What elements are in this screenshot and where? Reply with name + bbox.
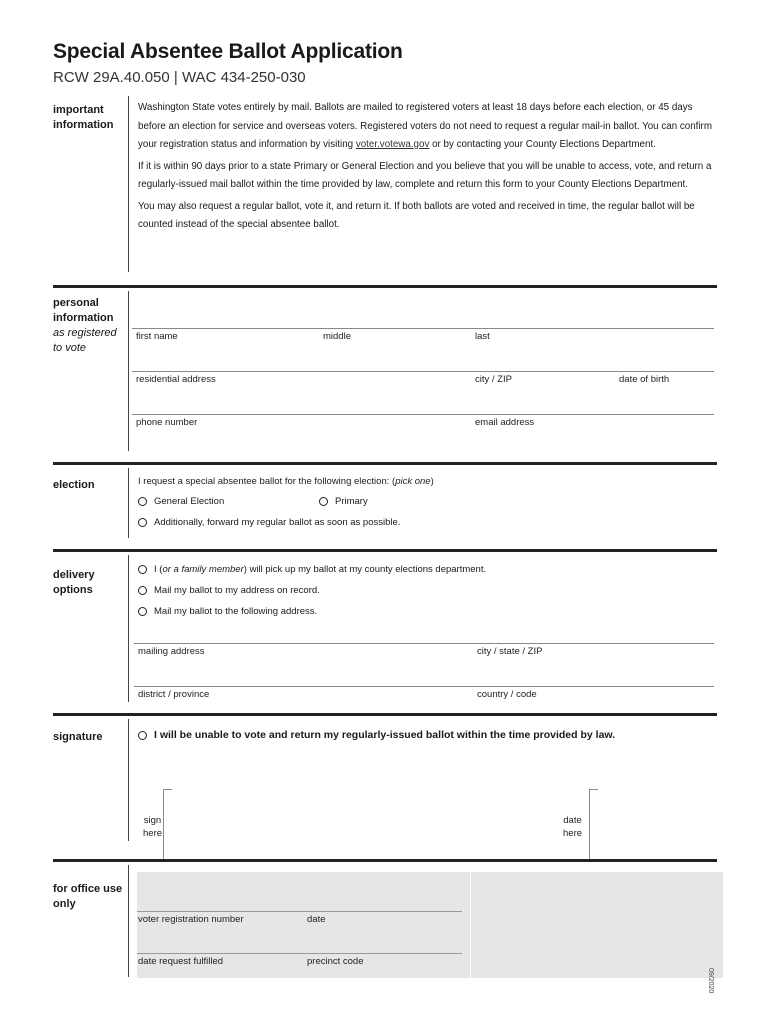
phone-number-label: phone number xyxy=(136,417,198,428)
section-rule xyxy=(53,462,717,465)
radio-button[interactable] xyxy=(138,607,147,616)
section-rule xyxy=(53,285,717,288)
section-rule xyxy=(53,549,717,552)
office-use-box xyxy=(137,872,723,978)
first-name-label: first name xyxy=(136,331,178,342)
email-address-label: email address xyxy=(475,417,535,428)
middle-label: middle xyxy=(323,331,351,342)
form-revision-code: 09/2020 xyxy=(707,968,714,994)
section-label-delivery: delivery options xyxy=(53,569,95,596)
city-zip-label: city / ZIP xyxy=(475,374,512,385)
section-divider xyxy=(128,555,129,702)
section-divider xyxy=(128,291,129,451)
section-rule xyxy=(53,859,717,862)
radio-button[interactable] xyxy=(138,497,147,506)
date-request-label: date request fulfilled xyxy=(138,956,224,967)
last-label: last xyxy=(475,331,490,342)
date-here-label: date here xyxy=(563,815,583,839)
office-date-label: date xyxy=(307,914,326,925)
voter-registration-label: voter registration number xyxy=(138,914,244,925)
precinct-code-label: precinct code xyxy=(307,956,364,967)
city-state-zip-label: city / state / ZIP xyxy=(477,646,543,657)
section-label-personal: personal information as registered to vote xyxy=(53,297,117,354)
important-text xyxy=(138,99,718,238)
address-line[interactable] xyxy=(132,371,714,372)
radio-button[interactable] xyxy=(138,731,147,740)
voter-registration-line xyxy=(137,911,462,912)
voter-link[interactable]: voter.votewa.gov xyxy=(355,139,430,150)
signature-statement-option[interactable]: I will be unable to vote and return my regularly-issued ballot within the time provided by law. xyxy=(138,729,615,741)
district-province-label: district / province xyxy=(138,689,210,700)
section-divider xyxy=(128,96,129,272)
radio-button[interactable] xyxy=(138,586,147,595)
important-paragraph-3: You may also request a regular ballot, vote it, and return it. If both ballots are voted and received in time, the regular ballot will be counted instead of the special absentee ballot. xyxy=(138,200,695,230)
section-label-signature: signature xyxy=(53,731,103,743)
residential-address-label: residential address xyxy=(136,374,216,385)
district-line[interactable] xyxy=(134,686,714,687)
page-title: Special Absentee Ballot Application xyxy=(53,40,403,63)
signature-date-field[interactable] xyxy=(589,789,598,861)
section-divider xyxy=(128,719,129,841)
date-of-birth-label: date of birth xyxy=(619,374,670,385)
mail-record-option[interactable]: Mail my ballot to my address on record. xyxy=(138,585,320,596)
mailing-address-label: mailing address xyxy=(138,646,205,657)
section-rule xyxy=(53,713,717,716)
primary-option[interactable]: Primary xyxy=(319,496,368,507)
sign-here-label: sign here xyxy=(143,815,163,839)
section-label-election: election xyxy=(53,479,95,491)
radio-button[interactable] xyxy=(138,518,147,527)
section-label-office: for office use only xyxy=(53,883,123,910)
important-paragraph-2: If it is within 90 days prior to a state Primary or General Election and you believe that you will be unable to access, vote, and return a regularly-issued mail ballot within the time provided by law, complete and return this form to your County Elections Department. xyxy=(138,160,712,190)
section-divider xyxy=(128,468,129,538)
page-subtitle: RCW 29A.40.050 | WAC 434-250-030 xyxy=(53,69,306,86)
contact-line[interactable] xyxy=(132,414,714,415)
country-code-label: country / code xyxy=(477,689,537,700)
pickup-option[interactable]: I (or a family member) will pick up my ballot at my county elections department. xyxy=(138,564,486,575)
date-request-line xyxy=(137,953,462,954)
section-divider xyxy=(128,865,129,977)
general-election-option[interactable]: General Election xyxy=(138,496,224,507)
election-prompt: I request a special absentee ballot for the following election: (pick one) xyxy=(138,476,434,487)
signature-field[interactable] xyxy=(163,789,172,861)
radio-button[interactable] xyxy=(138,565,147,574)
office-use-divider xyxy=(470,872,471,978)
radio-button[interactable] xyxy=(319,497,328,506)
mailing-address-line[interactable] xyxy=(134,643,714,644)
additional-regular-ballot-option[interactable]: Additionally, forward my regular ballot as soon as possible. xyxy=(138,517,400,528)
name-line[interactable] xyxy=(132,328,714,329)
mail-address-option[interactable]: Mail my ballot to the following address. xyxy=(138,606,317,617)
section-label-important: important information xyxy=(53,104,114,131)
important-paragraph-1: Washington State votes entirely by mail. Ballots are mailed to registered voters at least 18 days before each election, or 45 days before an election for service and overseas voters. Registered voters do not need to request a regular mail-in ballot. You can confirm your registration status and information by visiting voter.votewa.gov or by contacting your County Elections Department. xyxy=(138,102,712,150)
